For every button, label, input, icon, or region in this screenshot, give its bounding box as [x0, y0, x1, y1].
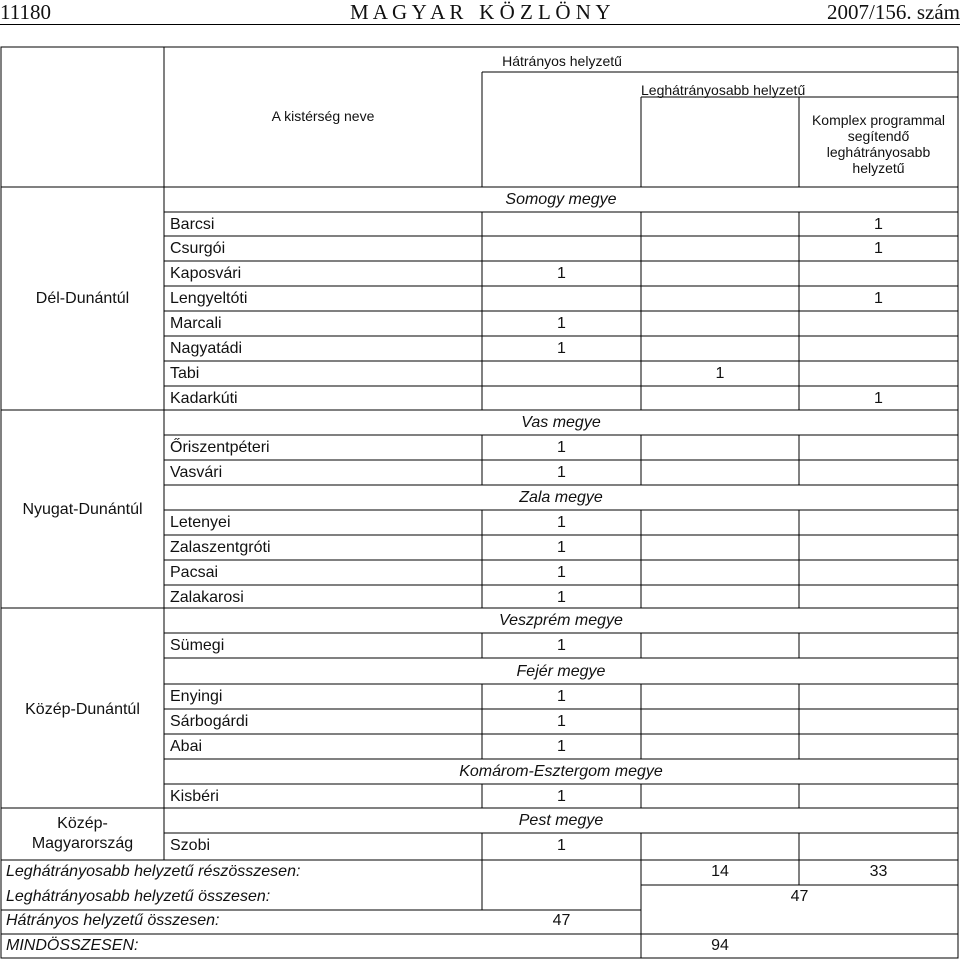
table-row-name: Csurgói	[170, 240, 226, 257]
table-row-name: Zalakarosi	[170, 589, 244, 606]
table-row-name: Letenyei	[170, 514, 231, 531]
table-row-value: 1	[874, 240, 883, 257]
totals-label: Hátrányos helyzetű összesen:	[6, 912, 220, 929]
table-row-value: 1	[557, 688, 566, 705]
table-row-name: Őriszentpéteri	[170, 439, 270, 456]
table-row-name: Pacsai	[170, 564, 219, 581]
column-header-leghatranyosabb: Leghátrányosabb helyzetű	[641, 82, 806, 98]
totals-label: Leghátrányosabb helyzetű összesen:	[6, 888, 271, 905]
totals-value: 47	[790, 888, 809, 905]
page-number: 11180	[0, 0, 51, 24]
column-header-komplex: Komplex programmal segítendő leghátrányosabb helyzetű	[811, 112, 946, 176]
table-row-value: 1	[874, 290, 883, 307]
county-header: Vas megye	[521, 414, 601, 431]
table-row-value: 1	[557, 539, 566, 556]
county-header: Somogy megye	[505, 191, 617, 208]
county-header: Pest megye	[518, 812, 604, 829]
table-row-name: Kisbéri	[170, 788, 219, 805]
totals-value: 14	[711, 863, 729, 880]
totals-value: 94	[711, 937, 729, 954]
table-row-value: 1	[557, 439, 566, 456]
table-row-value: 1	[557, 589, 566, 606]
table-row-name: Lengyeltóti	[170, 290, 248, 307]
table-row-value: 1	[557, 738, 566, 755]
table-row-name: Barcsi	[170, 216, 215, 233]
table-row-name: Sárbogárdi	[170, 713, 249, 730]
table-row-name: Szobi	[170, 837, 211, 854]
region-label: Közép-Dunántúl	[25, 701, 140, 718]
totals-value: 47	[552, 912, 571, 929]
table-row-value: 1	[557, 788, 566, 805]
column-header-hatranyos: Hátrányos helyzetű	[502, 53, 622, 69]
county-header: Zala megye	[519, 489, 603, 506]
region-label: Közép-	[57, 815, 108, 832]
county-header: Veszprém megye	[499, 612, 623, 629]
county-header: Komárom-Esztergom megye	[459, 763, 663, 780]
region-label: Nyugat-Dunántúl	[22, 501, 143, 518]
issue-number: 2007/156. szám	[827, 0, 960, 24]
totals-value: 33	[869, 863, 888, 880]
table-row-value: 1	[874, 216, 883, 233]
county-header: Fejér megye	[516, 663, 606, 680]
table-row-name: Kadarkúti	[170, 390, 238, 407]
table-row-value: 1	[557, 464, 566, 481]
table-row-value: 1	[557, 713, 566, 730]
table-row-name: Kaposvári	[170, 265, 242, 282]
table-row-value: 1	[557, 837, 566, 854]
region-label: Magyarország	[31, 835, 134, 852]
totals-label: Leghátrányosabb helyzetű részösszesen:	[6, 863, 301, 880]
table-row-value: 1	[557, 315, 566, 332]
table-row-name: Enyingi	[170, 688, 223, 705]
table-row-name: Abai	[170, 738, 203, 755]
table-row-name: Sümegi	[170, 637, 225, 654]
table-row-value: 1	[557, 637, 566, 654]
table-row-name: Zalaszentgróti	[170, 539, 271, 556]
table-row-name: Tabi	[170, 365, 200, 382]
table-row-name: Marcali	[170, 315, 222, 332]
table-row-value: 1	[715, 365, 725, 382]
table-row-value: 1	[557, 514, 566, 531]
table-row-value: 1	[557, 265, 566, 282]
table-row-name: Nagyatádi	[170, 340, 243, 357]
region-label: Dél-Dunántúl	[35, 290, 130, 307]
journal-title: M A G Y A R K Ö Z L Ö N Y	[350, 0, 611, 24]
table-row-value: 1	[557, 564, 566, 581]
column-header-kisterseg: A kistérség neve	[271, 108, 375, 124]
table-row-name: Vasvári	[170, 464, 223, 481]
totals-label: MINDÖSSZESEN:	[6, 937, 139, 954]
table-row-value: 1	[874, 390, 883, 407]
table-row-value: 1	[557, 340, 566, 357]
